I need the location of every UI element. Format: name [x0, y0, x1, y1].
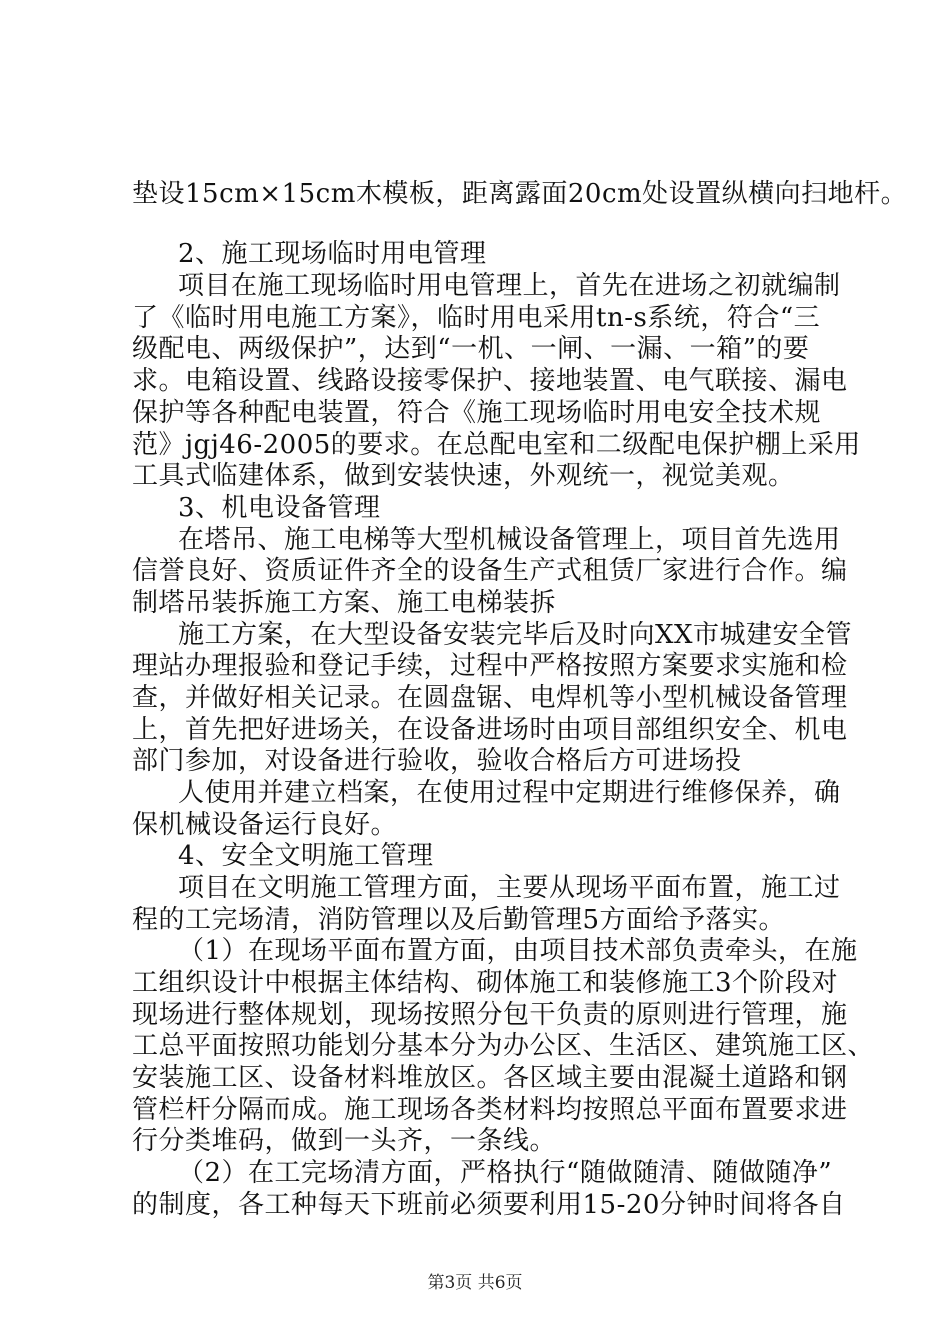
text-line: （1）在现场平面布置方面，由项目技术部负责牵头，在施	[178, 936, 858, 966]
text-line: 的制度，各工种每天下班前必须要利用15-20分钟时间将各自	[132, 1190, 846, 1220]
text-line: 工具式临建体系，做到安装快速，外观统一，视觉美观。	[132, 461, 795, 491]
text-line: 管栏杆分隔而成。施工现场各类材料均按照总平面布置要求进	[132, 1095, 848, 1125]
text-line: 安装施工区、设备材料堆放区。各区域主要由混凝土道路和钢	[132, 1063, 848, 1093]
text-line: 工组织设计中根据主体结构、砌体施工和装修施工3个阶段对	[132, 968, 839, 998]
text-line: 现场进行整体规划，现场按照分包干负责的原则进行管理，施	[132, 1000, 848, 1030]
text-line: 部门参加，对设备进行验收，验收合格后方可进场投	[132, 746, 742, 776]
text-line: 信誉良好、资质证件齐全的设备生产式租赁厂家进行合作。编	[132, 556, 848, 586]
text-line: 垫设15cm×15cm木模板，距离露面20cm处设置纵横向扫地杆。	[132, 179, 908, 209]
text-line: 程的工完场清，消防管理以及后勤管理5方面给予落实。	[132, 905, 786, 935]
text-line: 施工方案，在大型设备安装完毕后及时向XX市城建安全管	[178, 620, 853, 650]
text-line: 保护等各种配电装置，符合《施工现场临时用电安全技术规	[132, 398, 822, 428]
text-line: 在塔吊、施工电梯等大型机械设备管理上，项目首先选用	[178, 525, 841, 555]
text-line: 范》jgj46-2005的要求。在总配电室和二级配电保护棚上采用	[132, 430, 861, 460]
text-line: 查，并做好相关记录。在圆盘锯、电焊机等小型机械设备管理	[132, 683, 848, 713]
text-line: 级配电、两级保护”，达到“一机、一闸、一漏、一箱”的要	[132, 334, 810, 364]
section-heading: 2、施工现场临时用电管理	[178, 239, 487, 269]
text-line: 行分类堆码，做到一头齐，一条线。	[132, 1126, 557, 1156]
text-line: 项目在文明施工管理方面，主要从现场平面布置，施工过	[178, 873, 841, 903]
text-line: （2）在工完场清方面，严格执行“随做随清、随做随净”	[178, 1158, 833, 1188]
text-line: 工总平面按照功能划分基本分为办公区、生活区、建筑施工区、	[132, 1031, 875, 1061]
text-line: 上，首先把好进场关，在设备进场时由项目部组织安全、机电	[132, 715, 848, 745]
section-heading: 4、安全文明施工管理	[178, 841, 434, 871]
text-line: 理站办理报验和登记手续，过程中严格按照方案要求实施和检	[132, 651, 848, 681]
section-heading: 3、机电设备管理	[178, 493, 381, 523]
page-number-footer: 第3页 共6页	[427, 1273, 523, 1293]
text-line: 人使用并建立档案，在使用过程中定期进行维修保养，确	[178, 778, 841, 808]
text-line: 项目在施工现场临时用电管理上，首先在进场之初就编制	[178, 271, 841, 301]
text-line: 保机械设备运行良好。	[132, 810, 398, 840]
text-line: 求。电箱设置、线路设接零保护、接地装置、电气联接、漏电	[132, 366, 848, 396]
text-line: 制塔吊装拆施工方案、施工电梯装拆	[132, 588, 557, 618]
text-line: 了《临时用电施工方案》，临时用电采用tn-s系统，符合“三	[132, 303, 821, 333]
